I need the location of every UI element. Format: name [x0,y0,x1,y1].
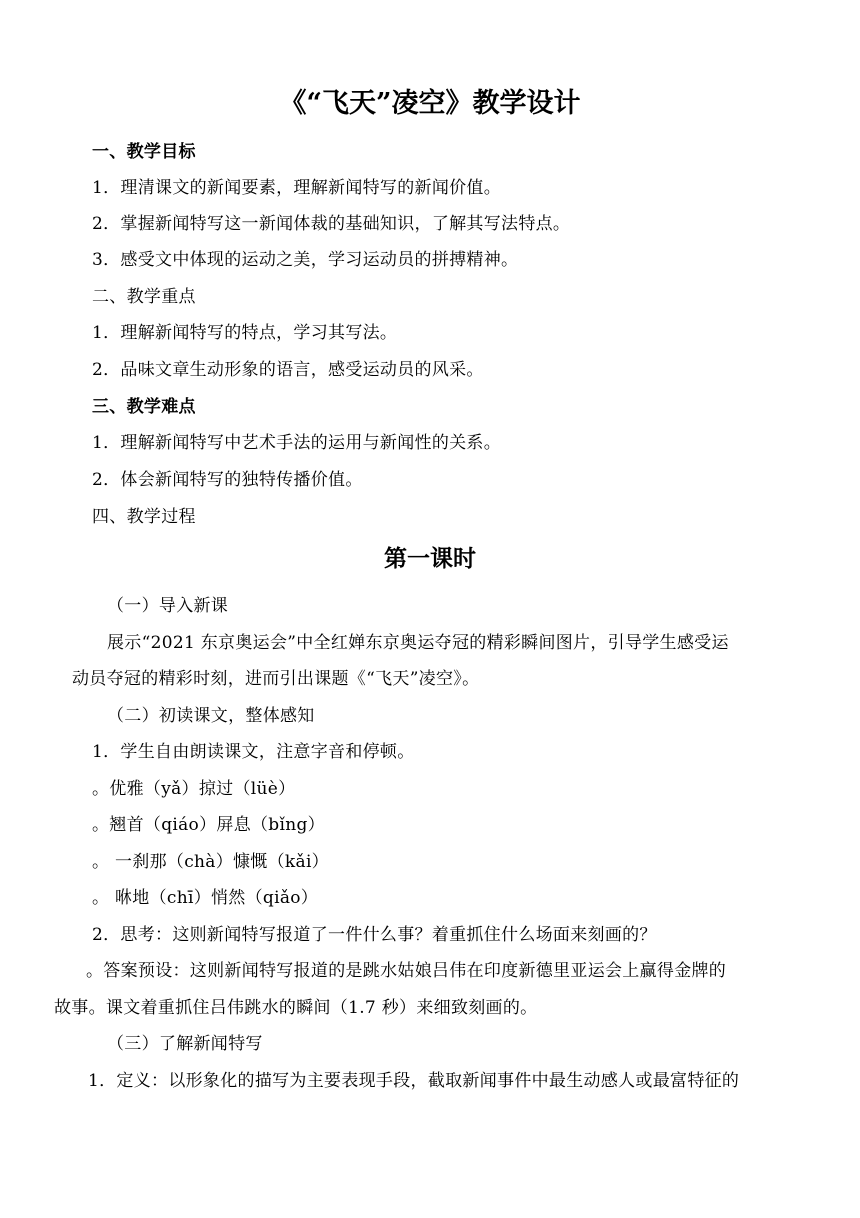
part2-question: 1．学生自由朗读课文，注意字音和停顿。 [92,742,415,762]
pinyin-item: 。优雅（yǎ）掠过（lüè） [92,779,296,799]
document-title: 《“飞天”凌空》教学设计 [279,88,581,119]
difficulty-item: 1．理解新闻特写中艺术手法的运用与新闻性的关系。 [92,433,502,453]
objective-item: 2．掌握新闻特写这一新闻体裁的基础知识，了解其写法特点。 [92,214,571,234]
key-points-heading: 二、教学重点 [92,287,196,307]
objectives-heading: 一、教学目标 [92,142,196,162]
part1-paragraph-line: 展示“2021 东京奥运会”中全红婵东京奥运夺冠的精彩瞬间图片，引导学生感受运 [107,633,729,653]
pinyin-item: 。 咻地（chī）悄然（qiǎo） [92,888,319,908]
difficulties-heading: 三、教学难点 [92,397,196,417]
part3-heading: （三）了解新闻特写 [107,1034,263,1054]
part1-heading: （一）导入新课 [107,596,229,616]
part2-heading: （二）初读课文，整体感知 [107,706,315,726]
key-point-item: 2．品味文章生动形象的语言，感受运动员的风采。 [92,360,484,380]
key-point-item: 1．理解新闻特写的特点，学习其写法。 [92,323,398,343]
process-heading: 四、教学过程 [92,507,196,527]
part2-question: 2．思考：这则新闻特写报道了一件什么事？着重抓住什么场面来刻画的？ [92,925,657,945]
lesson-title: 第一课时 [384,545,476,572]
objective-item: 3．感受文中体现的运动之美，学习运动员的拼搏精神。 [92,250,519,270]
pinyin-item: 。翘首（qiáo）屏息（bǐng） [92,815,325,835]
pinyin-item: 。 一刹那（chà）慷慨（kǎi） [92,852,329,872]
objective-item: 1．理清课文的新闻要素，理解新闻特写的新闻价值。 [92,178,502,198]
answer-line: 。答案预设：这则新闻特写报道的是跳水姑娘吕伟在印度新德里亚运会上赢得金牌的 [86,961,727,981]
difficulty-item: 2．体会新闻特写的独特传播价值。 [92,470,363,490]
definition-line: 1．定义：以形象化的描写为主要表现手段，截取新闻事件中最生动感人或最富特征的 [88,1071,740,1091]
part1-paragraph-line: 动员夺冠的精彩时刻，进而引出课题《“飞天”凌空》。 [72,669,480,689]
answer-line: 故事。课文着重抓住吕伟跳水的瞬间（1.7 秒）来细致刻画的。 [54,998,538,1018]
